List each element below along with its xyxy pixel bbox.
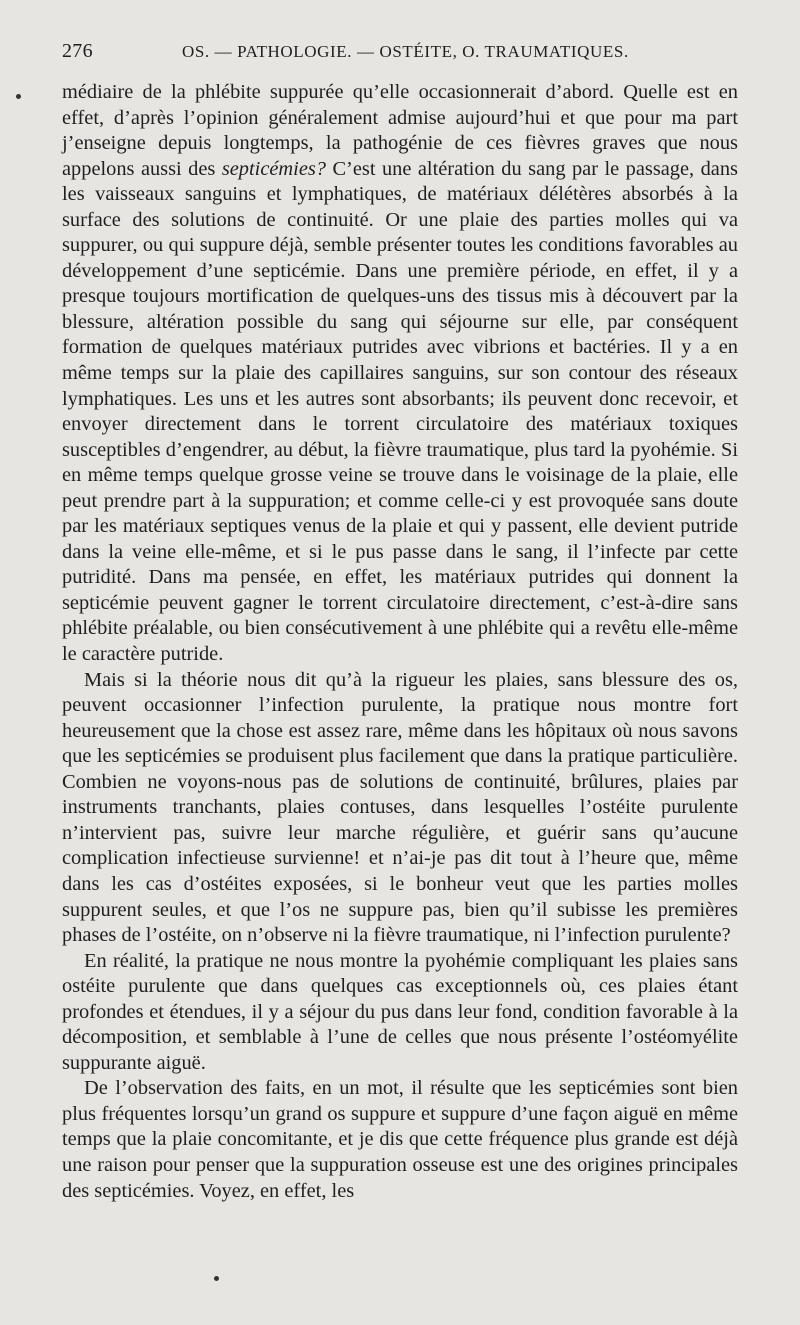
paragraph-1-part-1: médiaire de la phlébite suppurée qu’elle occasionnerait d’abord. Quelle est en effet, d’après l’opinion généralement admise aujourd’hui et que pour ma part j’enseigne depuis longtemps, la pathogénie de ces fièvres graves que nous appelons aussi des — [62, 81, 738, 180]
body-text — [62, 80, 738, 1204]
margin-mark-bottom — [214, 1276, 219, 1281]
paragraph-2: Mais si la théorie nous dit qu’à la rigueur les plaies, sans blessure des os, peuvent occasionner l’infection purulente, la pratique nous montre fort heureusement que la chose est assez rare, même dans les hôpitaux où nous savons que les septicémies se produisent plus facilement que dans la pratique particulière. Combien ne voyons-nous pas de solutions de continuité, brûlures, plaies par instruments tranchants, plaies contuses, dans lesquelles l’ostéite purulente n’intervient pas, suivre leur marche régulière, et guérir sans qu’aucune complication infectieuse survienne! et n’ai-je pas dit tout à l’heure que, même dans les cas d’ostéites exposées, si le bonheur veut que les parties molles suppurent seules, et que l’os ne suppure pas, bien qu’il subisse les premières phases de l’ostéite, on n’observe ni la fièvre traumatique, ni l’infection purulente? — [62, 668, 738, 947]
paragraph-4: De l’observation des faits, en un mot, il résulte que les septicémies sont bien plus fréquentes lorsqu’un grand os suppure et suppure d’une façon aiguë en même temps que la plaie concomitante, et je dis que cette fréquence plus grande est déjà une raison pour penser que la suppuration osseuse est une des origines principales des septicémies. Voyez, en effet, les — [62, 1077, 738, 1202]
running-title: OS. — PATHOLOGIE. — OSTÉITE, O. TRAUMATIQUES. — [182, 42, 629, 61]
margin-mark-top — [16, 94, 21, 99]
paragraph-1 — [62, 80, 738, 668]
emphasis-septicemies: septicémies? — [221, 157, 326, 180]
page-number: 276 — [62, 40, 93, 62]
paragraph-3: En réalité, la pratique ne nous montre la pyohémie compliquant les plaies sans ostéite purulente que dans quelques cas exceptionnels où, ces plaies étant profondes et étendues, il y a séjour du pus dans leur fond, condition favorable à la décomposition, et semblable à l’une de celles que nous présente l’ostéomyélite suppurante aiguë. — [62, 949, 738, 1074]
running-head — [62, 40, 738, 72]
paragraph-1-part-2: C’est une altération du sang par le passage, dans les vaisseaux sanguins et lymphatiques, de matériaux délétères absorbés à la surface des solutions de continuité. Or une plaie des parties molles qui va suppurer, ou qui suppure déjà, semble présenter toutes les conditions favorables au développement d’une septicémie. Dans une première période, en effet, il y a presque toujours mortification de quelques-uns des tissus mis à découvert par la blessure, altération possible du sang qui séjourne sur elle, par conséquent formation de quelques matériaux putrides avec vibrions et bactéries. Il y a en même temps sur la plaie des capillaires sanguins, sur son contour des réseaux lymphatiques. Les uns et les autres sont absorbants; ils peuvent donc recevoir, et envoyer directement dans le torrent circulatoire des matériaux toxiques susceptibles d’engendrer, au début, la fièvre traumatique, plus tard la pyohémie. Si en même temps quelque grosse veine se trouve dans le voisinage de la plaie, elle peut prendre part à la suppuration; et comme celle-ci y est provoquée sans doute par les matériaux septiques venus de la plaie et qui y passent, elle devient putride dans la veine elle-même, et si le pus passe dans le sang, il l’infecte par cette putridité. Dans ma pensée, en effet, les matériaux putrides qui donnent la septicémie peuvent gagner le torrent circulatoire directement, c’est-à-dire sans phlébite préalable, ou bien consécutivement à une phlébite qui a revêtu elle-même le caractère putride. — [62, 157, 738, 666]
